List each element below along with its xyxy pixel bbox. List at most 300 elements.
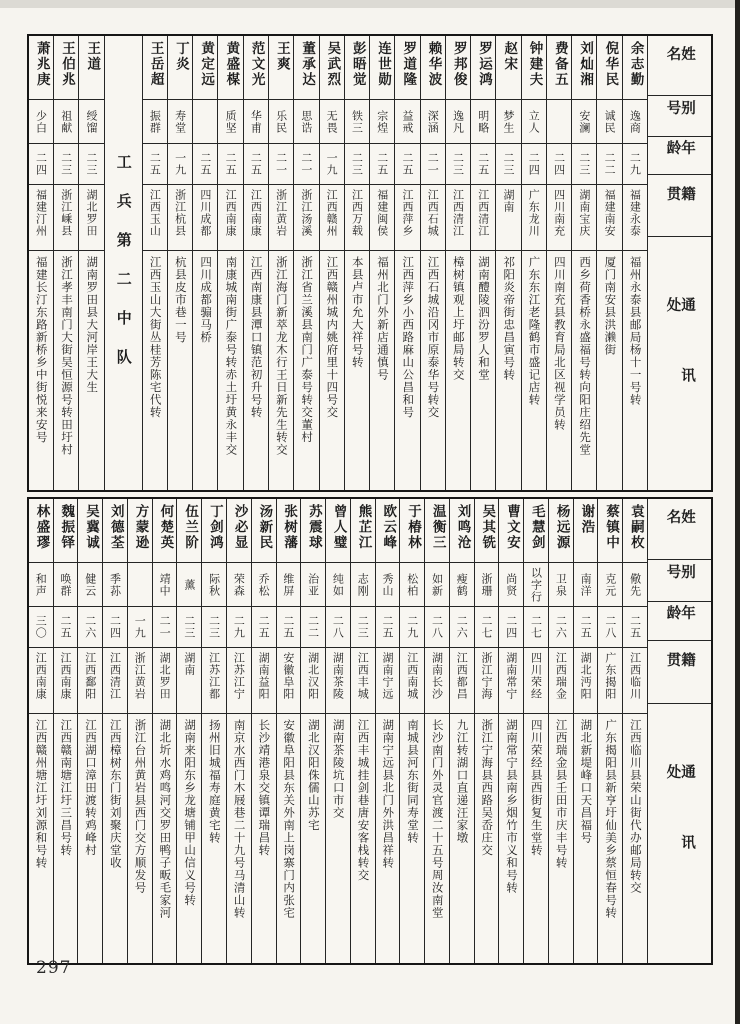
entry-name: 倪华民: [602, 41, 619, 88]
entry-origin: 湖南益阳: [257, 652, 271, 700]
entry-name-cell: [376, 499, 400, 563]
entry-column: [424, 499, 449, 963]
entry-age: 二四: [108, 615, 122, 639]
entry-age-cell: [597, 144, 621, 185]
entry-name: 何楚英: [157, 504, 174, 551]
entry-origin: 湖北罗田: [158, 652, 172, 700]
entry-alias-cell: [549, 563, 573, 607]
entry-name-cell: [128, 499, 152, 563]
entry-column: [226, 499, 251, 963]
entry-address-cell: [351, 714, 375, 963]
entry-origin-cell: [193, 185, 217, 251]
entry-age: 二一: [274, 152, 288, 176]
entry-age-cell: [277, 607, 301, 648]
entry-name-cell: [351, 499, 375, 563]
entry-address-cell: [524, 714, 548, 963]
entry-name: 董承达: [299, 41, 316, 88]
entry-column: [53, 36, 78, 490]
entry-column: [251, 499, 276, 963]
entry-address: 湖南宁远县北门外洪昌祥转: [381, 719, 396, 869]
entry-name: 蔡镇中: [603, 504, 620, 551]
entry-age: 二二: [603, 152, 617, 176]
entry-name: 林盛璆: [33, 504, 50, 551]
header-name: 姓名: [664, 509, 696, 537]
entry-origin-cell: [597, 185, 621, 251]
entry-origin: 江西南康: [59, 652, 72, 700]
entry-alias-cell: [177, 563, 201, 607]
entry-alias: 立人: [527, 109, 541, 134]
entry-column: [474, 499, 499, 963]
entry-age-cell: [168, 144, 192, 185]
entry-origin-cell: [496, 185, 520, 251]
entry-alias: 唤群: [59, 572, 72, 597]
entry-alias: 荣森: [232, 572, 246, 597]
entry-address: 南京水西门木屐巷二十九号马清山转: [232, 719, 247, 919]
entry-origin-cell: [301, 648, 325, 714]
entry-address-cell: [29, 714, 53, 963]
entry-origin-cell: [103, 648, 127, 714]
entry-alias-cell: [54, 563, 78, 607]
entry-age-cell: [351, 607, 375, 648]
entry-origin: 江西萍乡: [400, 189, 414, 237]
entry-name: 钟建夫: [526, 41, 543, 88]
entry-name-cell: [326, 499, 350, 563]
entry-name-cell: [475, 499, 499, 563]
entry-alias: 纯如: [331, 572, 345, 597]
entry-alias: 振群: [148, 109, 162, 134]
entry-name-cell: [598, 499, 622, 563]
entry-alias-cell: [103, 563, 127, 607]
entry-origin-cell: [227, 648, 251, 714]
entry-origin-cell: [294, 185, 318, 251]
entry-age: 二三: [207, 615, 221, 639]
entry-origin: 浙江宁海: [480, 652, 494, 700]
entry-name: 曹文安: [504, 504, 521, 551]
entry-name-cell: [572, 36, 596, 100]
entry-address: 江西赣南塘江圩三昌号转: [59, 719, 74, 857]
entry-address: 杭县皮市巷一号: [173, 256, 188, 344]
entry-name: 黄定远: [198, 41, 215, 88]
entry-name: 欧云峰: [380, 504, 397, 551]
entry-origin-cell: [320, 185, 344, 251]
entry-address-cell: [522, 251, 546, 490]
entry-address: 江西丰城挂剑巷唐安客栈转交: [356, 719, 371, 882]
entry-address: 湖南罗田县大河岸王大生: [85, 256, 100, 394]
entry-origin-cell: [78, 648, 102, 714]
entry-column: [192, 36, 217, 490]
entry-origin-cell: [446, 185, 470, 251]
entry-age-cell: [54, 144, 78, 185]
entry-name: 伍兰阶: [182, 504, 199, 551]
entry-origin: 江西南康: [224, 189, 238, 237]
entry-address-cell: [218, 251, 242, 490]
entry-column: [29, 499, 53, 963]
entry-name: 丁炎: [172, 41, 189, 72]
entry-address: 浙江海门新萃龙木行王日新先生转交: [274, 256, 289, 456]
entry-alias-cell: [370, 100, 394, 144]
entry-alias-cell: [54, 100, 78, 144]
entry-origin: 江西清江: [451, 189, 465, 237]
entry-age: 二四: [504, 615, 518, 639]
entry-column: [369, 36, 394, 490]
entry-origin-cell: [400, 648, 424, 714]
entry-age-cell: [103, 607, 127, 648]
entry-name-cell: [400, 499, 424, 563]
entry-alias: 深涵: [426, 109, 440, 134]
header-name: 姓名: [664, 46, 696, 74]
entry-address: 浙江宁海县西路吴岙庄交: [480, 719, 495, 857]
entry-name-cell: [193, 36, 217, 100]
entry-origin: 四川荣经: [529, 652, 543, 700]
entry-age: 二四: [552, 152, 566, 176]
entry-origin: 湖北罗田: [85, 189, 99, 237]
entry-alias-cell: [623, 563, 647, 607]
entry-alias: 寿堂: [173, 109, 187, 134]
entry-column: [268, 36, 293, 490]
entry-age: 二五: [198, 152, 212, 176]
entry-age: 二六: [554, 615, 568, 639]
entry-origin: 江西瑞金: [554, 652, 568, 700]
entry-age: 二八: [430, 615, 444, 639]
roster-table-upper: [27, 34, 713, 492]
entry-address: 江西赣州塘江圩刘源和号转: [34, 719, 49, 869]
entry-alias-cell: [425, 563, 449, 607]
entry-column: [521, 36, 546, 490]
header-address-cell: [648, 704, 711, 963]
entry-column: [243, 36, 268, 490]
entry-origin: 江苏江都: [207, 652, 221, 700]
entry-column: [399, 499, 424, 963]
entry-address: 四川成都骟马桥: [199, 256, 214, 344]
entry-name: 费备五: [551, 41, 568, 88]
scan-top-shadow: [0, 0, 740, 8]
entry-age: 二五: [59, 615, 72, 639]
entry-name-cell: [524, 499, 548, 563]
entry-alias: 少白: [34, 109, 48, 134]
entry-origin: 湖南茶陵: [331, 652, 345, 700]
entry-column: [53, 499, 78, 963]
entry-alias: 安澜: [577, 109, 591, 134]
entry-address: 湖南茶陵坑口市交: [331, 719, 346, 819]
entry-alias: 以字行: [529, 566, 543, 603]
entry-age-cell: [294, 144, 318, 185]
entry-address-cell: [294, 251, 318, 490]
entry-name: 丁剑鸿: [206, 504, 223, 551]
entry-alias: 维屏: [281, 572, 295, 597]
entry-origin-cell: [370, 185, 394, 251]
entry-name-cell: [547, 36, 571, 100]
entry-alias-cell: [376, 563, 400, 607]
entry-name: 温衡三: [429, 504, 446, 551]
entry-address-cell: [400, 714, 424, 963]
entry-name: 刘灿湘: [577, 41, 594, 88]
entry-alias-cell: [153, 563, 177, 607]
entry-address: 南康城南街广泰号转赤土圩黄永丰交: [224, 256, 239, 456]
entry-alias-cell: [574, 563, 598, 607]
entry-origin-cell: [522, 185, 546, 251]
entry-alias: 松柏: [405, 572, 419, 597]
entry-name: 萧兆庚: [33, 41, 50, 88]
entry-alias-cell: [345, 100, 369, 144]
entry-name: 罗运鸿: [476, 41, 493, 88]
entry-origin: 江西南城: [405, 652, 419, 700]
entry-origin: 湖南: [502, 189, 516, 213]
entry-address: 江西湖口漳田渡转鸡峰村: [84, 719, 99, 857]
entry-age: 二五: [281, 615, 295, 639]
entry-address-cell: [320, 251, 344, 490]
entry-alias-cell: [395, 100, 419, 144]
entry-age-cell: [227, 607, 251, 648]
entry-address-cell: [597, 251, 621, 490]
entry-address: 本县卢市允大祥号转: [350, 256, 365, 369]
header-age: 年龄: [664, 139, 696, 160]
entry-address-cell: [269, 251, 293, 490]
entry-alias: 乐民: [274, 109, 288, 134]
entry-origin: 浙江黄岩: [133, 652, 147, 700]
entry-address-cell: [446, 251, 470, 490]
entry-column: [29, 36, 53, 490]
header-name-cell: [648, 499, 711, 560]
entry-origin-cell: [218, 185, 242, 251]
entry-name: 连世勋: [374, 41, 391, 88]
entry-column: [546, 36, 571, 490]
entry-name-cell: [395, 36, 419, 100]
entry-alias-cell: [547, 100, 571, 144]
entry-origin: 江西临川: [628, 652, 642, 700]
entry-origin: 广东揭阳: [603, 652, 617, 700]
entry-age-cell: [269, 144, 293, 185]
entry-alias: 尚贤: [504, 572, 518, 597]
entry-address-cell: [301, 714, 325, 963]
entry-address: 南城县河东街同寿堂转: [405, 719, 420, 844]
entry-alias: 志刚: [356, 572, 370, 597]
entry-age-cell: [326, 607, 350, 648]
entry-age-cell: [499, 607, 523, 648]
entry-origin-cell: [623, 185, 647, 251]
header-alias: 别号: [664, 99, 696, 120]
entry-age: 二四: [34, 152, 48, 176]
entry-name: 于椿林: [404, 504, 421, 551]
entry-age: 二五: [249, 152, 263, 176]
entry-alias: 绶馏: [85, 109, 99, 134]
entry-origin-cell: [574, 648, 598, 714]
entry-alias-cell: [326, 563, 350, 607]
header-address: 通讯处: [664, 296, 696, 438]
entry-age: 三〇: [34, 615, 48, 639]
entry-origin-cell: [54, 185, 78, 251]
entry-name: 方蒙逊: [132, 504, 149, 551]
entry-origin-cell: [29, 185, 53, 251]
entry-name: 吴武烈: [324, 41, 341, 88]
entry-alias: 明略: [476, 109, 490, 134]
entry-age: 二二: [306, 615, 320, 639]
entry-origin-cell: [450, 648, 474, 714]
entry-address-cell: [79, 251, 103, 490]
entry-name: 余志勤: [627, 41, 644, 88]
entry-alias-cell: [301, 563, 325, 607]
entry-alias: 克元: [603, 572, 617, 597]
entry-column: [300, 499, 325, 963]
entry-age-cell: [475, 607, 499, 648]
entry-age: 二五: [380, 615, 394, 639]
entry-name-cell: [597, 36, 621, 100]
entry-origin-cell: [252, 648, 276, 714]
entry-address-cell: [193, 251, 217, 490]
entry-column: [319, 36, 344, 490]
entry-alias: 梦生: [502, 109, 516, 134]
entry-origin-cell: [623, 648, 647, 714]
entry-address: 厦门南安县洪濑街: [603, 256, 618, 356]
entry-alias-cell: [143, 100, 167, 144]
entry-address-cell: [326, 714, 350, 963]
entry-origin-cell: [572, 185, 596, 251]
entry-address: 祁阳炎帝街忠昌寅号转: [502, 256, 517, 381]
entry-origin-cell: [202, 648, 226, 714]
entry-alias-cell: [572, 100, 596, 144]
entry-address-cell: [496, 251, 520, 490]
entry-column: [495, 36, 520, 490]
entry-alias: 薰: [182, 578, 196, 591]
entry-alias: 逸凡: [451, 109, 465, 134]
entry-age-cell: [598, 607, 622, 648]
entry-address: 西乡荷香桥永盛福号转向阳庄绍先堂: [578, 256, 593, 456]
entry-age-cell: [572, 144, 596, 185]
entry-name-cell: [252, 499, 276, 563]
entry-age-cell: [450, 607, 474, 648]
entry-alias: 如新: [430, 572, 444, 597]
entry-address: 湖北汉阳侏儒山苏宅: [306, 719, 321, 832]
entry-age: 二一: [299, 152, 313, 176]
entry-age: 二一: [158, 615, 172, 639]
header-alias-cell: [648, 96, 711, 137]
entry-name: 赖华波: [425, 41, 442, 88]
entry-origin: 福建汀州: [34, 189, 48, 237]
entry-age-cell: [301, 607, 325, 648]
entry-address: 扬州旧城福寿庭黄宅转: [207, 719, 222, 844]
entry-name: 王道: [84, 41, 101, 72]
entry-alias: 铁三: [350, 109, 364, 134]
entry-column: [142, 36, 167, 490]
entry-address: 江西石城沿冈市原泰华号转交: [426, 256, 441, 419]
entry-address: 江西瑞金县壬田市庆丰号转: [554, 719, 569, 869]
entry-age: 二三: [356, 615, 370, 639]
entry-address-cell: [425, 714, 449, 963]
entry-name-cell: [421, 36, 445, 100]
header-origin: 籍贯: [664, 186, 696, 215]
entry-origin: 江西丰城: [356, 652, 370, 700]
entry-age: 二五: [224, 152, 238, 176]
entry-origin: 湖南常宁: [504, 652, 518, 700]
entry-name-cell: [29, 36, 53, 100]
entry-age: 二三: [451, 152, 465, 176]
entry-age-cell: [421, 144, 445, 185]
entry-alias-cell: [202, 563, 226, 607]
entry-age-cell: [446, 144, 470, 185]
entry-name-cell: [320, 36, 344, 100]
entry-name-cell: [153, 499, 177, 563]
entry-age-cell: [522, 144, 546, 185]
entry-column: [293, 36, 318, 490]
entry-column: [344, 36, 369, 490]
entry-age: 二八: [603, 615, 617, 639]
entry-address: 福建长汀东路新桥乡中街悦来安号: [34, 256, 49, 444]
entry-name: 沙必显: [231, 504, 248, 551]
entry-age: 二四: [527, 152, 541, 176]
entry-name-cell: [446, 36, 470, 100]
entry-name: 王伯兆: [59, 41, 76, 88]
entry-origin: 江西清江: [108, 652, 122, 700]
entry-address: 九江转湖口直递汪家墩: [455, 719, 470, 844]
entry-address: 江西南康县潭口镇范初升号转: [249, 256, 264, 419]
entry-address-cell: [277, 714, 301, 963]
roster-table-lower: [27, 497, 713, 965]
entry-address: 湖南醴陵泗汾罗人和堂: [477, 256, 492, 381]
entry-origin-cell: [128, 648, 152, 714]
entry-origin: 江西鄱阳: [83, 652, 97, 700]
entry-column: [470, 36, 495, 490]
entry-origin: 江西都昌: [455, 652, 469, 700]
entry-age-cell: [177, 607, 201, 648]
entry-address: 福州北门外新店通慎号: [375, 256, 390, 381]
entry-age: 二五: [579, 615, 593, 639]
entry-address-cell: [202, 714, 226, 963]
entry-alias-cell: [400, 563, 424, 607]
entry-address: 广东揭阳县新亨圩仙美乡蔡恒春号转: [604, 719, 619, 919]
entry-name-cell: [301, 499, 325, 563]
entry-column: [127, 499, 152, 963]
entry-age-cell: [547, 144, 571, 185]
entry-origin: 江西南康: [34, 652, 48, 700]
entry-origin-cell: [549, 648, 573, 714]
entry-name: 曾人璧: [330, 504, 347, 551]
entry-age-cell: [320, 144, 344, 185]
entry-address: 江西临川县荣山街代办邮局转交: [628, 719, 643, 894]
entry-column: [523, 499, 548, 963]
entry-origin: 四川南充: [552, 189, 566, 237]
entry-column: [102, 499, 127, 963]
entry-origin: 福建南安: [603, 189, 617, 237]
entry-alias-cell: [471, 100, 495, 144]
entry-age: 二七: [529, 615, 543, 639]
entry-age: 二五: [257, 615, 271, 639]
entry-address-cell: [177, 714, 201, 963]
header-origin: 籍贯: [664, 652, 696, 681]
entry-column: [78, 36, 103, 490]
entry-address-cell: [623, 251, 647, 490]
entry-name: 苏震球: [305, 504, 322, 551]
entry-origin: 浙江汤溪: [299, 189, 313, 237]
header-age: 年龄: [664, 605, 696, 625]
entry-column: [77, 499, 102, 963]
entry-column: [217, 36, 242, 490]
entry-origin: 湖南宝庆: [577, 189, 591, 237]
entry-origin-cell: [376, 648, 400, 714]
entry-name: 罗道隆: [400, 41, 417, 88]
entry-age-cell: [574, 607, 598, 648]
entry-alias: 思诰: [299, 109, 313, 134]
entry-address: 樟树镇观上圩邮局转交: [451, 256, 466, 381]
entry-alias: 健云: [83, 572, 97, 597]
entry-alias-cell: [446, 100, 470, 144]
entry-origin: 福建永泰: [628, 189, 642, 237]
entry-age: 二八: [331, 615, 345, 639]
entry-alias-cell: [450, 563, 474, 607]
entry-name-cell: [499, 499, 523, 563]
entry-address-cell: [549, 714, 573, 963]
entry-origin: 浙江黄岩: [274, 189, 288, 237]
entry-alias: 南洋: [579, 572, 593, 597]
entry-alias-cell: [269, 100, 293, 144]
